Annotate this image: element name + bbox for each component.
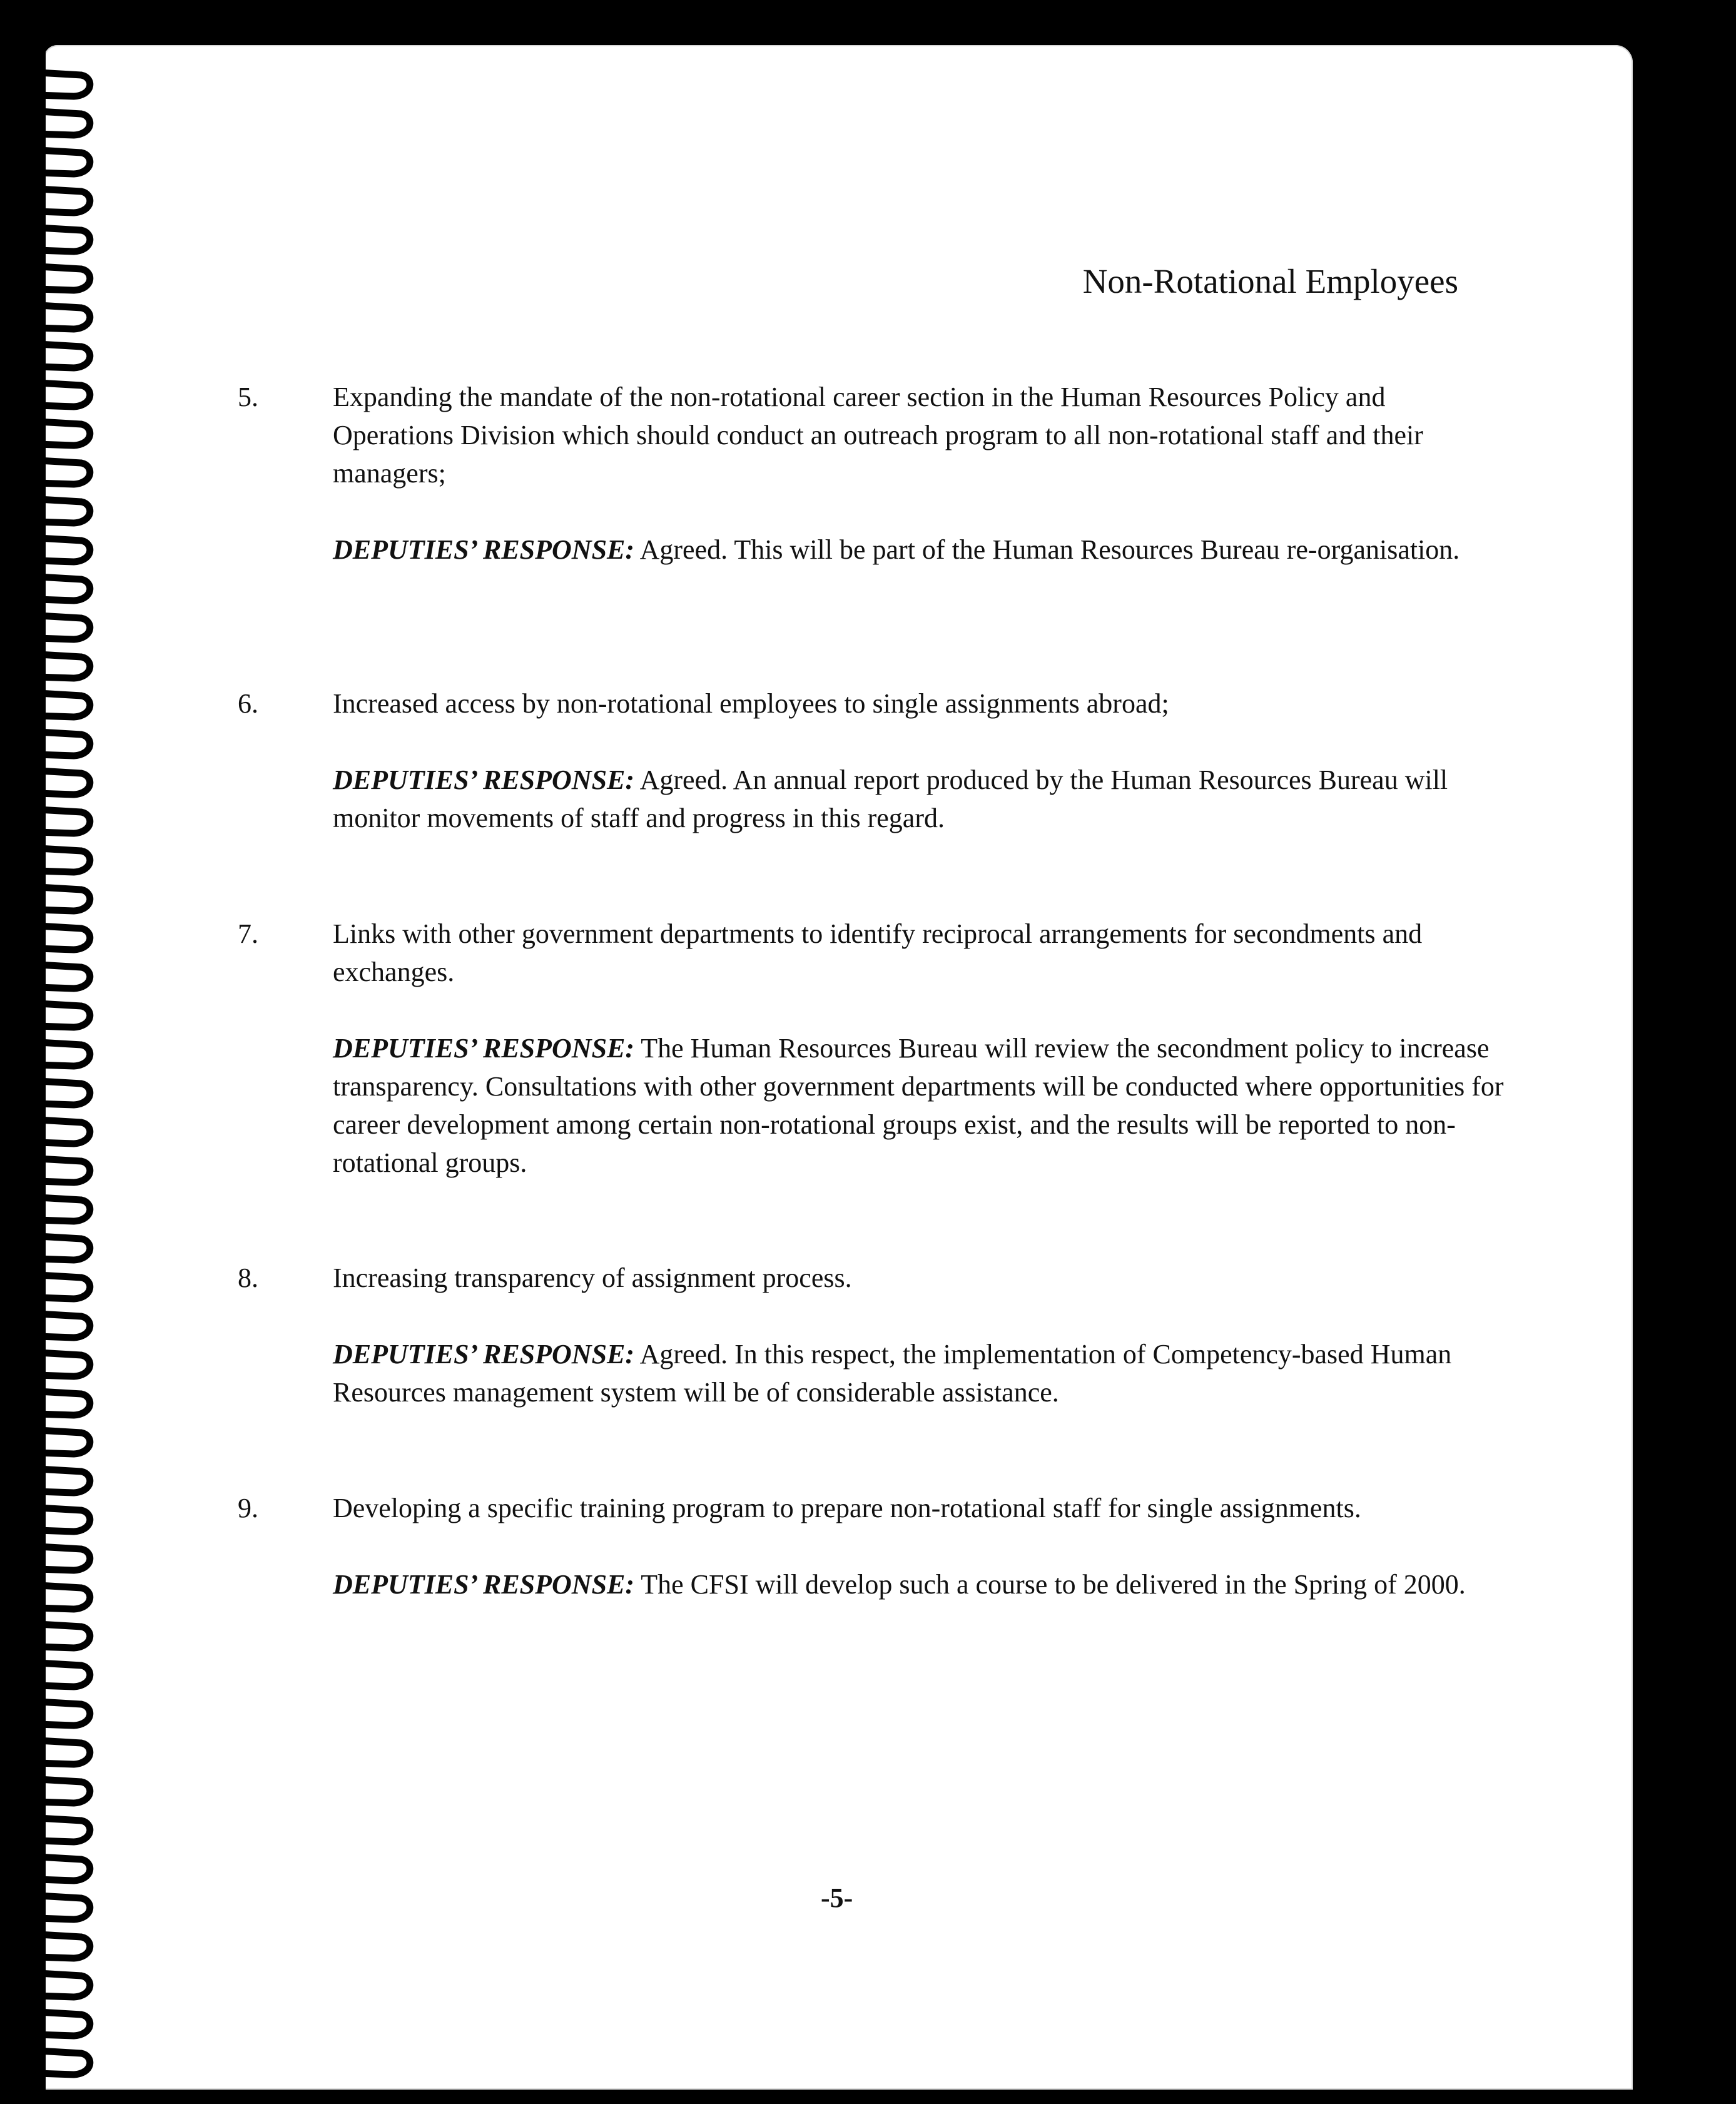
- item-number: 5.: [238, 382, 258, 412]
- spiral-coil: [9, 1157, 89, 1182]
- spiral-coil: [9, 1583, 89, 1609]
- spiral-coil: [9, 109, 89, 135]
- deputies-response: [333, 531, 1508, 569]
- spiral-coil: [9, 1855, 89, 1881]
- recommendation-item: [238, 915, 1508, 1182]
- spiral-coil: [9, 1234, 89, 1260]
- spiral-coil: [9, 691, 89, 717]
- spiral-coil: [9, 1118, 89, 1144]
- item-text: Expanding the mandate of the non-rotational career section in the Human Resources Policy and Operations Division which should conduct an outreach program to all non-rotational staff and their managers;: [333, 382, 1423, 489]
- section-title: Non-Rotational Employees: [1082, 262, 1458, 300]
- spiral-coil: [9, 924, 89, 950]
- item-number: 8.: [238, 1263, 258, 1293]
- spiral-coil: [9, 1467, 89, 1493]
- response-label: DEPUTIES’ RESPONSE:: [333, 765, 635, 795]
- spiral-coil: [9, 148, 89, 174]
- deputies-response: [333, 1335, 1508, 1411]
- spiral-coil: [9, 1933, 89, 1958]
- spiral-coil: [9, 1739, 89, 1764]
- spiral-coil: [9, 1545, 89, 1570]
- spiral-coil: [9, 846, 89, 872]
- spiral-coil: [9, 1700, 89, 1725]
- spiral-coil: [9, 1661, 89, 1687]
- spiral-coil: [9, 303, 89, 329]
- deputies-response: [333, 761, 1508, 837]
- spiral-coil: [9, 71, 89, 96]
- spiral-coil: [9, 536, 89, 562]
- spiral-coil: [9, 1971, 89, 1997]
- recommendation-item: [238, 1259, 1508, 1411]
- spiral-coil: [9, 1816, 89, 1842]
- response-text: The Human Resources Bureau will review the secondment policy to increase transparency. Consultations with other government departments will be conducted where opportunities for career development among certain non-rotational groups exist, and the results will be reported to non-rotational groups.: [333, 1033, 1504, 1178]
- spiral-coil: [9, 497, 89, 523]
- spiral-coil: [9, 1351, 89, 1376]
- item-text: Developing a specific training program to prepare non-rotational staff for single assignments.: [333, 1493, 1361, 1523]
- spiral-coil: [9, 342, 89, 368]
- response-text: Agreed. This will be part of the Human Resources Bureau re-organisation.: [639, 534, 1460, 565]
- response-text: Agreed. An annual report produced by the Human Resources Bureau will monitor movements of staff and progress in this regard.: [333, 765, 1448, 833]
- spiral-coil: [9, 575, 89, 601]
- spiral-coil: [9, 1273, 89, 1299]
- response-text: The CFSI will develop such a course to be delivered in the Spring of 2000.: [641, 1569, 1466, 1600]
- response-label: DEPUTIES’ RESPONSE:: [333, 534, 635, 565]
- spiral-coil: [9, 2049, 89, 2075]
- item-text: Increasing transparency of assignment process.: [333, 1263, 852, 1293]
- spiral-coil: [9, 1002, 89, 1027]
- recommendation-item: [238, 1489, 1508, 1603]
- item-text: Increased access by non-rotational employees to single assignments abroad;: [333, 688, 1169, 719]
- spiral-coil: [9, 1506, 89, 1532]
- spiral-coil: [9, 459, 89, 484]
- spiral-coil: [9, 1312, 89, 1338]
- spiral-coil: [9, 187, 89, 213]
- item-number: 9.: [238, 1493, 258, 1523]
- spiral-coil: [9, 381, 89, 407]
- recommendation-item: [238, 684, 1508, 837]
- item-number: 6.: [238, 688, 258, 719]
- spiral-coil: [9, 226, 89, 252]
- spiral-coil: [9, 808, 89, 833]
- spiral-coil: [9, 1428, 89, 1454]
- spiral-coil: [9, 614, 89, 639]
- response-label: DEPUTIES’ RESPONSE:: [333, 1569, 635, 1600]
- spiral-coil: [9, 769, 89, 795]
- spiral-coil: [9, 653, 89, 678]
- item-number: 7.: [238, 918, 258, 949]
- spiral-coil: [9, 2010, 89, 2036]
- recommendation-item: [238, 378, 1508, 569]
- spiral-coil: [9, 1196, 89, 1221]
- deputies-response: [333, 1565, 1508, 1603]
- spiral-coil: [9, 1622, 89, 1648]
- spiral-coil: [9, 1079, 89, 1105]
- spiral-coil: [9, 420, 89, 445]
- item-text: Links with other government departments to identify reciprocal arrangements for secondments and exchanges.: [333, 918, 1423, 987]
- response-text: Agreed. In this respect, the implementation of Competency-based Human Resources management system will be of considerable assistance.: [333, 1339, 1452, 1408]
- spiral-coil: [9, 1390, 89, 1415]
- deputies-response: [333, 1029, 1508, 1182]
- spiral-coil: [9, 730, 89, 756]
- spiral-coil: [9, 885, 89, 911]
- spiral-coil: [9, 265, 89, 290]
- spiral-coil: [9, 1894, 89, 1919]
- spiral-coil: [9, 1040, 89, 1066]
- response-label: DEPUTIES’ RESPONSE:: [333, 1339, 635, 1370]
- spiral-binding: [0, 0, 100, 2104]
- response-label: DEPUTIES’ RESPONSE:: [333, 1033, 635, 1064]
- spiral-coil: [9, 963, 89, 988]
- spiral-coil: [9, 1777, 89, 1803]
- page-number: -5-: [821, 1883, 853, 1913]
